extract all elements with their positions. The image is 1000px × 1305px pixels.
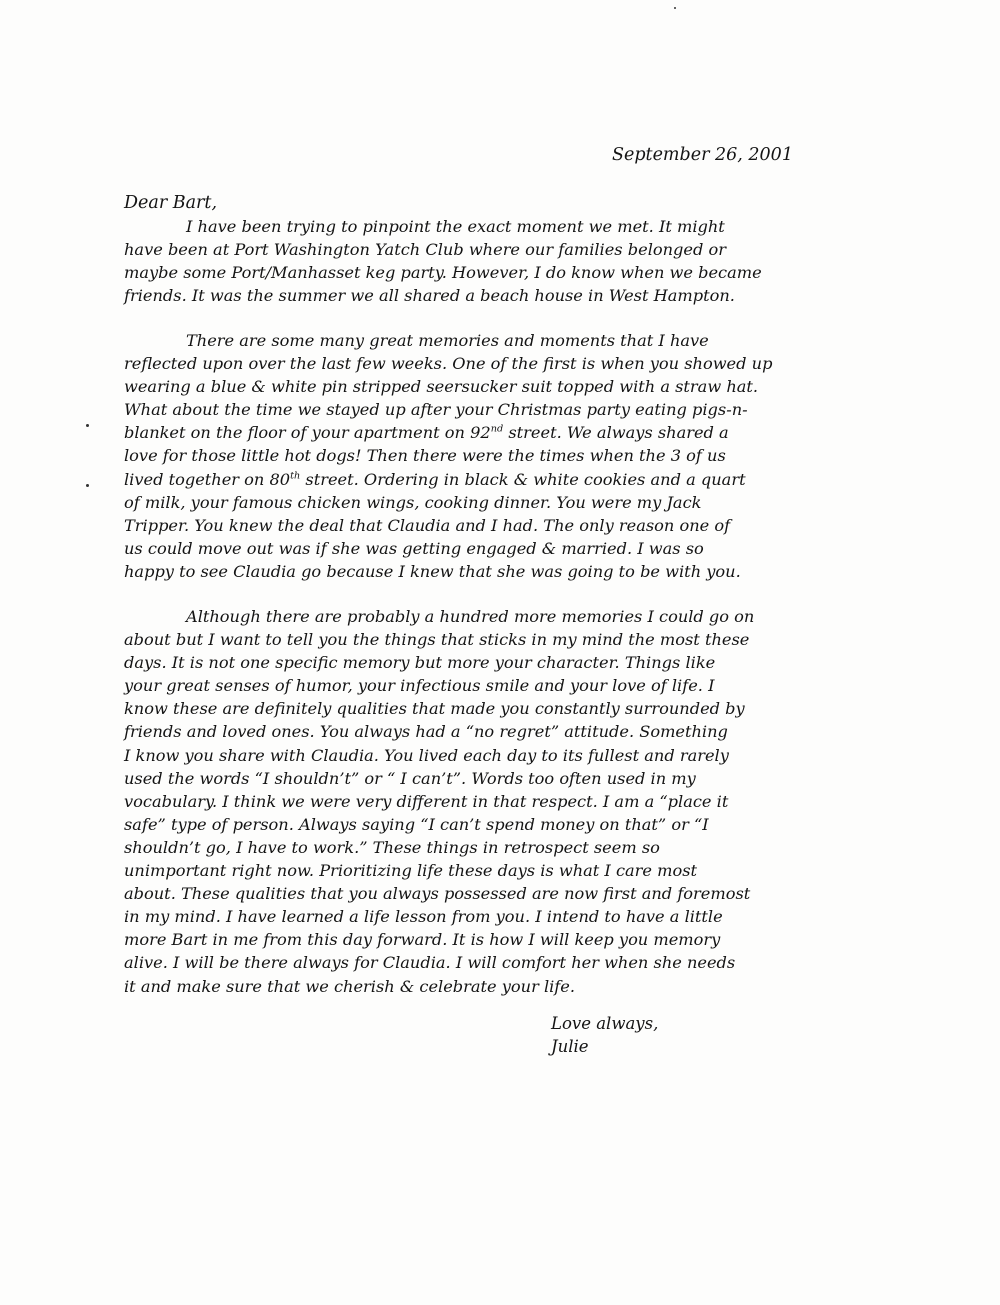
text-line: happy to see Claudia go because I knew that she was going to be with you. xyxy=(124,561,741,581)
text-line: alive. I will be there always for Claudia. I will comfort her when she needs xyxy=(124,953,736,973)
letter-paragraph-2 xyxy=(124,329,964,583)
text-line: friends. It was the summer we all shared a beach house in West Hampton. xyxy=(124,286,735,306)
text-line: There are some many great memories and moments that I have xyxy=(186,331,709,350)
letter-paragraph-3 xyxy=(124,605,964,998)
text-line: maybe some Port/Manhasset keg party. However, I do know when we became xyxy=(124,263,762,283)
letter-signature: Julie xyxy=(551,1037,589,1056)
text-line: about but I want to tell you the things that sticks in my mind the most these xyxy=(124,630,750,650)
paper-speck xyxy=(86,484,89,487)
text-line: safe” type of person. Always saying “I can’t spend money on that” or “I xyxy=(124,814,709,834)
paper-speck xyxy=(86,424,89,427)
text-line: of milk, your famous chicken wings, cooking dinner. You were my Jack xyxy=(124,492,702,512)
text-line: wearing a blue & white pin stripped seersucker suit topped with a straw hat. xyxy=(124,377,759,397)
text-line: used the words “I shouldn’t” or “ I can’t”. Words too often used in my xyxy=(124,768,696,788)
text-line: Tripper. You knew the deal that Claudia and I had. The only reason one of xyxy=(124,515,731,535)
text-line: in my mind. I have learned a life lesson from you. I intend to have a little xyxy=(124,907,723,927)
letter-closing-block xyxy=(551,1012,658,1058)
text-line: lived together on 80th street. Ordering in black & white cookies and a quart xyxy=(124,469,746,489)
text-line: vocabulary. I think we were very different in that respect. I am a “place it xyxy=(124,791,729,811)
text-line: your great senses of humor, your infectious smile and your love of life. I xyxy=(124,676,715,696)
text-line: unimportant right now. Prioritizing life these days is what I care most xyxy=(124,861,698,881)
text-line: What about the time we stayed up after your Christmas party eating pigs-n- xyxy=(124,400,748,420)
text-line: know these are definitely qualities that made you constantly surrounded by xyxy=(124,699,745,719)
text-line: friends and loved ones. You always had a “no regret” attitude. Something xyxy=(124,722,728,742)
letter-closing: Love always, xyxy=(551,1014,659,1033)
text-line: us could move out was if she was getting engaged & married. I was so xyxy=(124,538,704,558)
text-line: I have been trying to pinpoint the exact moment we met. It might xyxy=(186,217,725,236)
paper-speck xyxy=(674,7,676,9)
text-line: days. It is not one specific memory but more your character. Things like xyxy=(124,653,716,673)
letter-salutation: Dear Bart, xyxy=(124,193,218,213)
text-line: reflected upon over the last few weeks. One of the first is when you showed up xyxy=(124,354,773,374)
text-line: about. These qualities that you always possessed are now first and foremost xyxy=(124,884,751,904)
text-line: I know you share with Claudia. You lived each day to its fullest and rarely xyxy=(124,745,729,765)
text-line: it and make sure that we cherish & celebrate your life. xyxy=(124,976,576,996)
letter-date: September 26, 2001 xyxy=(612,145,793,165)
text-line: have been at Port Washington Yatch Club where our families belonged or xyxy=(124,240,726,260)
text-line: love for those little hot dogs! Then there were the times when the 3 of us xyxy=(124,446,726,466)
letter-paragraph-1 xyxy=(124,215,964,307)
text-line: shouldn’t go, I have to work.” These things in retrospect seem so xyxy=(124,837,660,857)
text-line: Although there are probably a hundred more memories I could go on xyxy=(186,607,755,626)
text-line: blanket on the floor of your apartment on 92nd street. We always shared a xyxy=(124,423,729,443)
text-line: more Bart in me from this day forward. It is how I will keep you memory xyxy=(124,930,721,950)
